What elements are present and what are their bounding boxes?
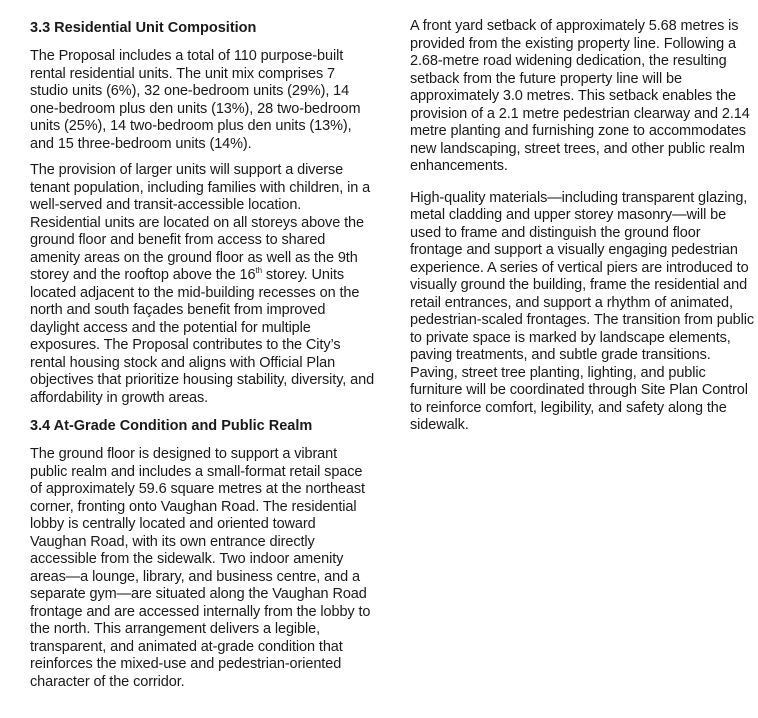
ground-floor-paragraph: The ground floor is designed to support a vibrant public realm and includes a small-format retail space of approximately 59.6 square metres at the northeast corner, fronting onto Vaughan Road. The residential lobby is centrally located and oriented toward Vaughan Road, with its own entrance directly accessible from the sidewalk. Two indoor amenity areas—a lounge, library, and business centre, and a separate gym—are situated along the Vaughan Road frontage and are accessed internally from the lobby to the north. This arrangement delivers a legible, transparent, and animated at-grade condition that reinforces the mixed-use and pedestrian-oriented character of the corridor.: [30, 446, 371, 690]
left-column: [30, 18, 375, 700]
section-3-3-heading: 3.3 Residential Unit Composition: [30, 20, 257, 36]
larger-units-text-b: storey. Units located adjacent to the mid-building recesses on the north and south façades benefit from improved daylight access and the potential for multiple exposures. The Proposal contributes to the City’s rental housing stock and aligns with Official Plan objectives that prioritize housing stability, diversity, and affordability in growth areas.: [30, 267, 375, 406]
larger-units-paragraph: [30, 162, 375, 407]
setback-paragraph: A front yard setback of approximately 5.68 metres is provided from the existing property line. Following a 2.68-metre road widening dedication, the resulting setback from the future property line will be approximately 3.0 metres. This setback enables the provision of a 2.1 metre pedestrian clearway and 2.14 metre planting and furnishing zone to accommodates new landscaping, street trees, and other public realm enhancements.: [410, 18, 750, 174]
unit-mix-paragraph: The Proposal includes a total of 110 purpose-built rental residential units. The unit mix comprises 7 studio units (6%), 32 one-bedroom units (29%), 14 one-bedroom plus den units (13%), 28 two-bedroom units (25%), 14 two-bedroom plus den units (13%), and 15 three-bedroom units (14%).: [30, 48, 361, 152]
larger-units-text-a: The provision of larger units will support a diverse tenant population, including families with children, in a well-served and transit-accessible location. Residential units are located on all storeys above the ground floor and benefit from access to shared amenity areas on the ground floor as well as the 9th storey and the rooftop above the 16: [30, 162, 371, 283]
section-3-4-heading: 3.4 At-Grade Condition and Public Realm: [30, 418, 313, 434]
materials-paragraph: High-quality materials—including transparent glazing, metal cladding and upper storey masonry—will be used to frame and distinguish the ground floor frontage and support a visually engaging pedestrian experience. A series of vertical piers are introduced to visually ground the building, frame the residential and retail entrances, and support a rhythm of animated, pedestrian-scaled frontages. The transition from public to private space is marked by landscape elements, paving treatments, and subtle grade transitions. Paving, street tree planting, lighting, and public furniture will be coordinated through Site Plan Control to reinforce comfort, legibility, and safety along the sidewalk.: [410, 189, 755, 433]
superscript-th: th: [255, 266, 262, 276]
right-column: [410, 18, 755, 444]
